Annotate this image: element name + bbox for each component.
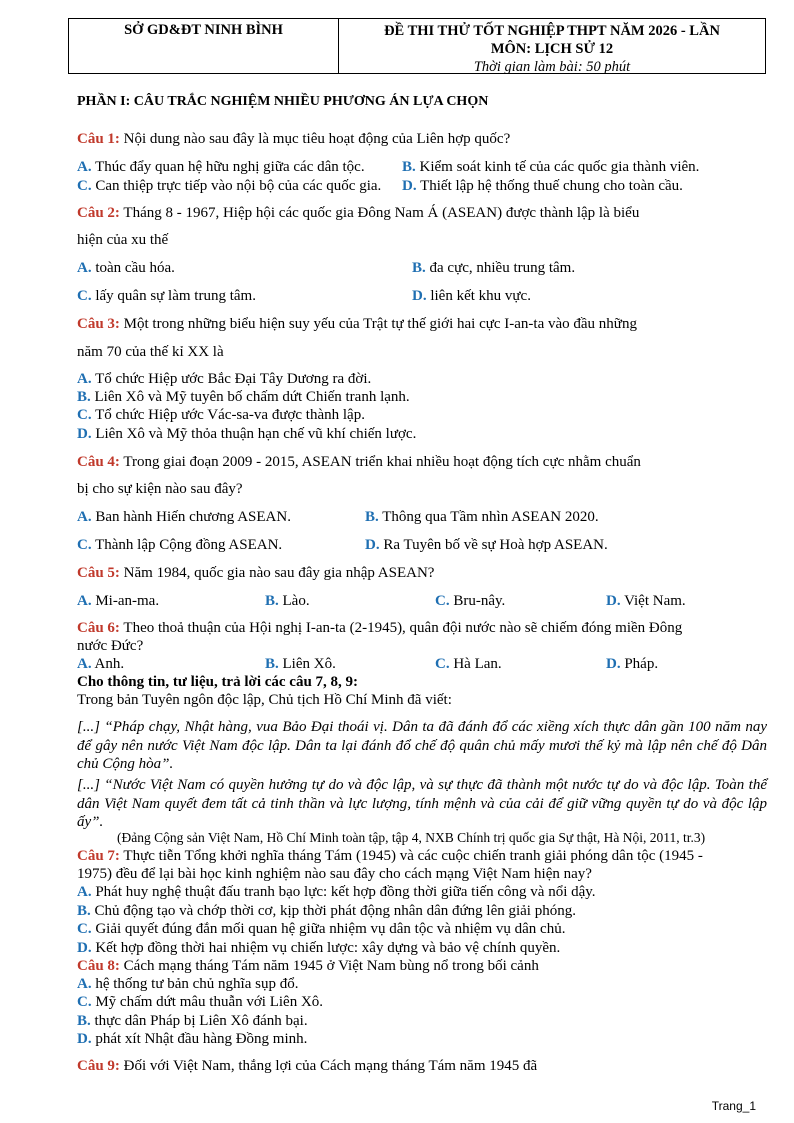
q6-option-b: B. Liên Xô. xyxy=(265,656,336,672)
q2-option-c: C. lấy quân sự làm trung tâm. xyxy=(77,288,256,304)
question-3: Câu 3: Một trong những biểu hiện suy yếu của Trật tự thế giới hai cực I-an-ta vào đầu những xyxy=(77,316,637,332)
question-4-cont: bị cho sự kiện nào sau đây? xyxy=(77,481,243,497)
question-2-cont: hiện của xu thế xyxy=(77,232,169,248)
q4-option-c: C. Thành lập Cộng đồng ASEAN. xyxy=(77,537,283,553)
q4-option-d: D. Ra Tuyên bố về sự Hoà hợp ASEAN. xyxy=(365,537,608,553)
q2-option-a: A. toàn cầu hóa. xyxy=(77,260,175,276)
q6-option-a: A. Anh. xyxy=(77,656,125,672)
question-4: Câu 4: Trong giai đoạn 2009 - 2015, ASEAN triển khai nhiều hoạt động tích cực nhằm chuẩn xyxy=(77,454,641,470)
q8-option-d: D. phát xít Nhật đầu hàng Đồng minh. xyxy=(77,1031,308,1047)
question-7-cont: 1975) đều để lại bài học kinh nghiệm nào sau đây cho cách mạng Việt Nam hiện nay? xyxy=(77,866,592,882)
question-2: Câu 2: Tháng 8 - 1967, Hiệp hội các quốc gia Đông Nam Á (ASEAN) được thành lập là biểu xyxy=(77,205,640,221)
q3-option-d: D. Liên Xô và Mỹ thỏa thuận hạn chế vũ khí chiến lược. xyxy=(77,426,417,442)
q2-option-b: B. đa cực, nhiều trung tâm. xyxy=(412,260,576,276)
subject: MÔN: LỊCH SỬ 12 xyxy=(490,41,614,57)
q8-option-b: B. thực dân Pháp bị Liên Xô đánh bại. xyxy=(77,1013,308,1029)
context-title: Cho thông tin, tư liệu, trả lời các câu 7, 8, 9: xyxy=(77,674,359,690)
question-7: Câu 7: Thực tiễn Tổng khởi nghĩa tháng Tám (1945) và các cuộc chiến tranh giải phóng dân tộc (1945 - xyxy=(77,848,703,864)
q2-option-d: D. liên kết khu vực. xyxy=(412,288,531,304)
q4-option-b: B. Thông qua Tầm nhìn ASEAN 2020. xyxy=(365,509,599,525)
page-number: Trang_1 xyxy=(711,1099,756,1113)
exam-title-block xyxy=(339,19,765,73)
quote-1: [...] “Pháp chạy, Nhật hàng, vua Bảo Đại thoái vị. Dân ta đã đánh đổ các xiềng xích thực dân gần 100 năm nay để gây nên nước Việt Nam độc lập. Dân ta lại đánh đổ chế độ quân chủ mấy mươi thế kỷ mà lập nên chế độ Dân chủ Cộng hòa”. xyxy=(77,719,767,772)
question-8: Câu 8: Cách mạng tháng Tám năm 1945 ở Việt Nam bùng nổ trong bối cảnh xyxy=(77,958,539,974)
q1-option-b: B. Kiểm soát kinh tế của các quốc gia thành viên. xyxy=(402,159,700,175)
department-name: SỞ GD&ĐT NINH BÌNH xyxy=(69,19,339,73)
q7-option-b: B. Chủ động tạo và chớp thời cơ, kịp thời phát động nhân dân đứng lên giải phóng. xyxy=(77,903,576,919)
quote-2: [...] “Nước Việt Nam có quyền hưởng tự do và độc lập, và sự thực đã thành một nước tự do và độc lập. Toàn thể dân Việt Nam quyết đem tất cả tinh thần và lực lượng, tính mệnh và của cải để giữ vững quyền tự do và độc lập ấy”. xyxy=(77,777,767,830)
question-6-cont: nước Đức? xyxy=(77,638,144,654)
question-1: Câu 1: Nội dung nào sau đây là mục tiêu hoạt động của Liên hợp quốc? xyxy=(77,131,511,147)
q7-option-d: D. Kết hợp đồng thời hai nhiệm vụ chiến lược: xây dựng và bảo vệ chính quyền. xyxy=(77,940,561,956)
question-3-cont: năm 70 của thế kỉ XX là xyxy=(77,344,224,360)
q7-option-a: A. Phát huy nghệ thuật đấu tranh bạo lực: kết hợp đồng thời giữa tiến công và nổi dậy. xyxy=(77,884,596,900)
q5-option-b: B. Lào. xyxy=(265,593,310,609)
section-title: PHẦN I: CÂU TRẮC NGHIỆM NHIỀU PHƯƠNG ÁN LỰA CHỌN xyxy=(77,94,489,109)
q3-option-b: B. Liên Xô và Mỹ tuyên bố chấm dứt Chiến tranh lạnh. xyxy=(77,389,410,405)
exam-duration: Thời gian làm bài: 50 phút xyxy=(473,59,631,75)
q3-option-c: C. Tổ chức Hiệp ước Vác-sa-va được thành lập. xyxy=(77,407,365,423)
q5-option-c: C. Bru-nây. xyxy=(435,593,506,609)
q1-option-a: A. Thúc đẩy quan hệ hữu nghị giữa các dân tộc. xyxy=(77,159,365,175)
exam-header xyxy=(68,18,766,74)
question-9: Câu 9: Đối với Việt Nam, thắng lợi của Cách mạng tháng Tám năm 1945 đã xyxy=(77,1058,538,1074)
q3-option-a: A. Tổ chức Hiệp ước Bắc Đại Tây Dương ra đời. xyxy=(77,371,372,387)
quote-source: (Đảng Cộng sản Việt Nam, Hồ Chí Minh toàn tập, tập 4, NXB Chính trị quốc gia Sự thật, Hà Nội, 2011, tr.3) xyxy=(117,830,706,845)
q5-option-a: A. Mi-an-ma. xyxy=(77,593,160,609)
q7-option-c: C. Giải quyết đúng đắn mối quan hệ giữa nhiệm vụ dân tộc và nhiệm vụ dân chủ. xyxy=(77,921,566,937)
question-6: Câu 6: Theo thoả thuận của Hội nghị I-an-ta (2-1945), quân đội nước nào sẽ chiếm đóng miền Đông xyxy=(77,620,683,636)
question-5: Câu 5: Năm 1984, quốc gia nào sau đây gia nhập ASEAN? xyxy=(77,565,435,581)
q8-option-a: A. hệ thống tư bản chủ nghĩa sụp đổ. xyxy=(77,976,299,992)
exam-title: ĐỀ THI THỬ TỐT NGHIỆP THPT NĂM 2026 - LẦN xyxy=(384,23,720,39)
q1-option-c: C. Can thiệp trực tiếp vào nội bộ của các quốc gia. xyxy=(77,178,382,194)
q5-option-d: D. Việt Nam. xyxy=(606,593,686,609)
context-intro: Trong bản Tuyên ngôn độc lập, Chủ tịch Hồ Chí Minh đã viết: xyxy=(77,692,452,708)
q6-option-c: C. Hà Lan. xyxy=(435,656,502,672)
q4-option-a: A. Ban hành Hiến chương ASEAN. xyxy=(77,509,291,525)
q6-option-d: D. Pháp. xyxy=(606,656,659,672)
q1-option-d: D. Thiết lập hệ thống thuế chung cho toàn cầu. xyxy=(402,178,683,194)
q8-option-c: C. Mỹ chấm dứt mâu thuẫn với Liên Xô. xyxy=(77,994,324,1010)
